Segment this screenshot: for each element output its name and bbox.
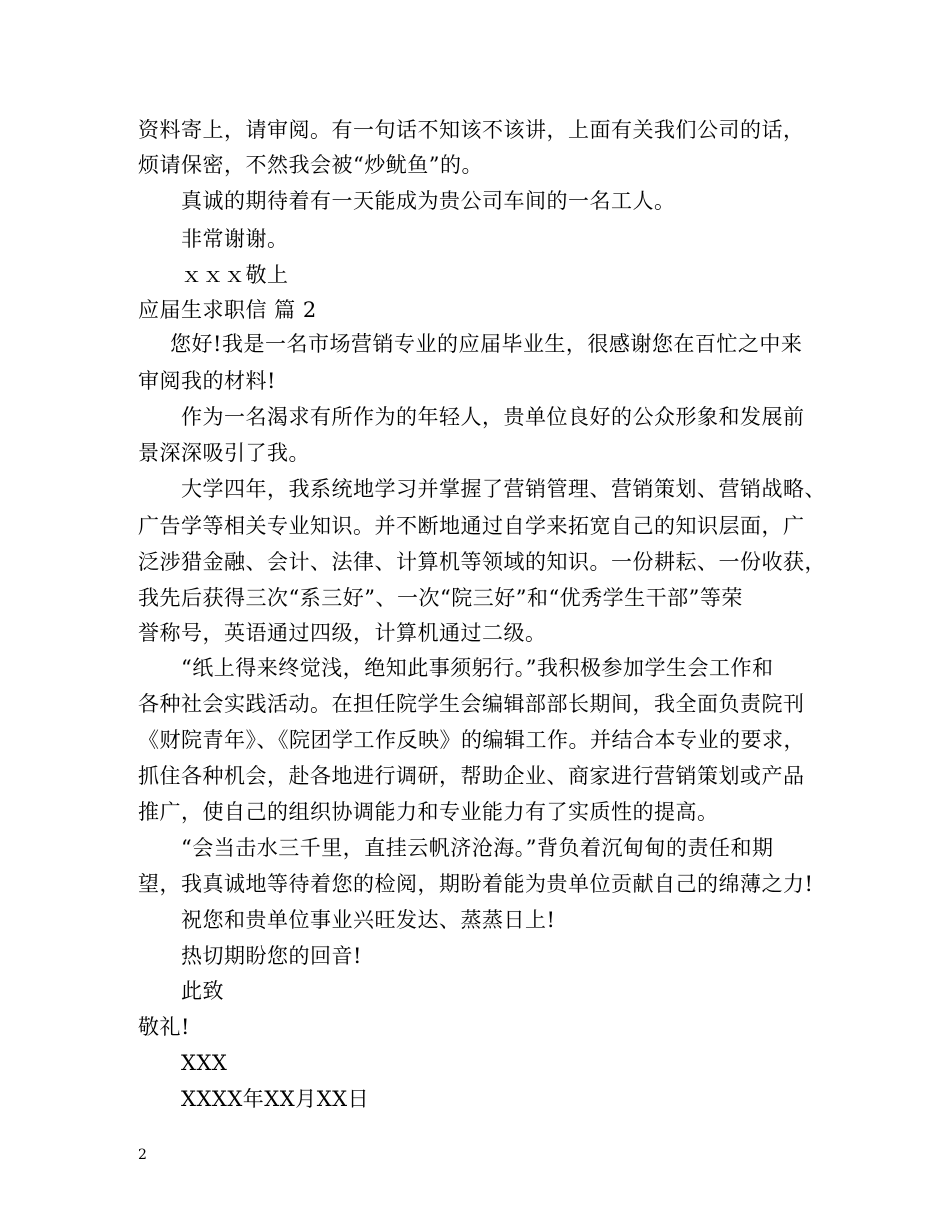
closing-line: 敬礼! [138,1015,190,1039]
signature-line: ｘｘｘ敬上 [181,263,289,287]
text-line: 抓住各种机会，赴各地进行调研，帮助企业、商家进行营销策划或产品 [138,764,805,788]
text-line: 望，我真诚地等待着您的检阅，期盼着能为贵单位贡献自己的绵薄之力! [138,872,814,896]
text-line: 资料寄上，请审阅。有一句话不知该不该讲，上面有关我们公司的话， [138,118,805,142]
text-line: 我先后获得三次“系三好”、一次“院三好”和“优秀学生干部”等荣 [138,586,743,610]
text-line: 泛涉猎金融、会计、法律、计算机等领域的知识。一份耕耘、一份收获， [138,550,826,574]
text-line: 誉称号，英语通过四级，计算机通过二级。 [138,621,547,645]
signature-line: XXX [181,1051,228,1075]
text-line: 广告学等相关专业知识。并不断地通过自学来拓宽自己的知识层面，广 [138,514,805,538]
text-line: 烦请保密，不然我会被“炒鱿鱼”的。 [138,153,483,177]
text-line: 景深深吸引了我。 [138,441,310,465]
section-heading: 应届生求职信 篇 2 [138,298,317,322]
text-line: 作为一名渴求有所作为的年轻人，贵单位良好的公众形象和发展前 [181,405,805,429]
text-line: “纸上得来终觉浅，绝知此事须躬行。”我积极参加学生会工作和 [181,656,774,680]
page-number: 2 [138,1147,147,1163]
text-line: “会当击水三千里，直挂云帆济沧海。”背负着沉甸甸的责任和期 [181,836,774,860]
date-line: XXXX年XX月XX日 [181,1087,370,1111]
text-line: 大学四年，我系统地学习并掌握了营销管理、营销策划、营销战略、 [181,477,826,501]
text-line: 祝您和贵单位事业兴旺发达、蒸蒸日上! [181,908,556,932]
text-line: 推广，使自己的组织协调能力和专业能力有了实质性的提高。 [138,800,719,824]
text-line: 真诚的期待着有一天能成为贵公司车间的一名工人。 [181,189,676,213]
text-line: 审阅我的材料! [138,369,276,393]
text-line: 您好!我是一名市场营销专业的应届毕业生，很感谢您在百忙之中来 [170,332,803,356]
text-line: 非常谢谢。 [181,227,289,251]
text-line: 各种社会实践活动。在担任院学生会编辑部部长期间，我全面负责院刊 [138,692,805,716]
text-line: 《财院青年》、《院团学工作反映》的编辑工作。并结合本专业的要求， [138,728,805,752]
text-line: 热切期盼您的回音! [181,944,362,968]
closing-line: 此致 [181,979,224,1003]
